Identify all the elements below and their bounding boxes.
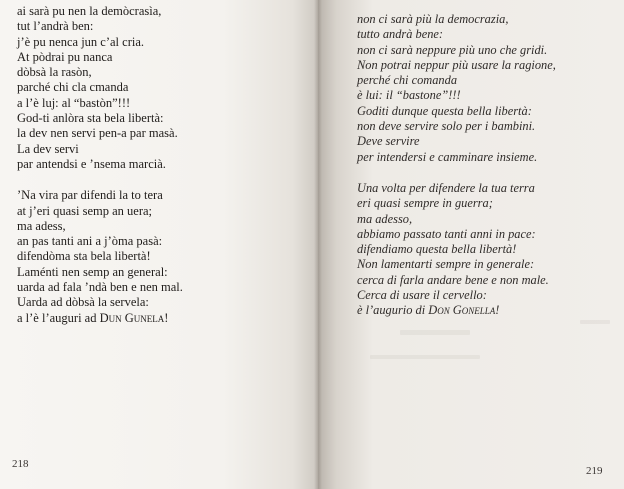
verse-line: parché chi cla cmanda (17, 80, 129, 95)
book-gutter (314, 0, 322, 489)
verse-line: at j’eri quasi semp an uera; (17, 203, 153, 218)
verse-line: ai sarà pu nen la demòcrasìa, (17, 4, 162, 18)
verse-line: abbiamo passato tanti anni in pace: (357, 226, 536, 241)
verse-line: non deve servire solo per i bambini. (357, 119, 536, 134)
closing-prefix: a l’è l’auguri ad (17, 310, 100, 325)
stanza-2 (17, 188, 307, 326)
verse-line: difendiamo questa bella libertà! (357, 242, 517, 257)
show-through-mark (400, 330, 470, 335)
verse-line: a l’è luj: al “bastòn”!!! (17, 95, 131, 110)
verse-line: La dev servi (17, 141, 79, 156)
verse-line: la dev nen servi pen-a par masà. (17, 126, 178, 141)
closing-prefix: è l’augurio di (357, 303, 429, 318)
verse-line: non ci sarà più la democrazia, (357, 12, 509, 26)
verse-line: ’Na vira par difendi la to tera (17, 188, 163, 203)
author-name: Dun Gunela! (99, 310, 169, 325)
verse-line: perché chi comanda (357, 73, 458, 88)
stanza-1 (357, 12, 619, 165)
show-through-mark (370, 355, 480, 359)
right-poem-italian (357, 12, 619, 319)
verse-line: non ci sarà neppure più uno che gridi. (357, 42, 548, 57)
verse-line: eri quasi sempre in guerra; (357, 196, 493, 211)
verse-line: Non lamentarti sempre in generale: (357, 257, 535, 272)
verse-line: Non potrai neppur più usare la ragione, (357, 57, 556, 72)
author-name: Don Gonella! (428, 303, 500, 318)
verse-line: Goditi dunque questa bella libertà: (357, 103, 532, 118)
verse-line: ma adesso, (357, 211, 413, 226)
verse-line: God-ti anlòra sta bela libertà: (17, 111, 164, 126)
closing-line (357, 303, 619, 318)
closing-line (17, 311, 307, 326)
left-poem-dialect (17, 4, 307, 326)
verse-line: an pas tanti ani a j’òma pasà: (17, 234, 163, 249)
verse-line: Cerca di usare il cervello: (357, 288, 487, 303)
verse-line: At pòdrai pu nanca (17, 49, 113, 64)
stanza-1 (17, 4, 307, 172)
show-through-mark (580, 320, 610, 324)
verse-line: Uarda ad dòbsà la servela: (17, 295, 149, 310)
stanza-2 (357, 181, 619, 319)
verse-line: par antendsi e ’nsema marcià. (17, 156, 166, 171)
verse-line: difendòma sta bela libertà! (17, 249, 151, 264)
verse-line: tutto andrà bene: (357, 27, 444, 42)
verse-line: cerca di farla andare bene e non male. (357, 272, 549, 287)
page-number-left: 218 (12, 458, 29, 470)
verse-line: Deve servire (357, 134, 420, 149)
verse-line: Laménti nen semp an general: (17, 264, 168, 279)
verse-line: ma adess, (17, 218, 66, 233)
verse-line: uarda ad fala ’ndà ben e nen mal. (17, 280, 183, 295)
verse-line: Una volta per difendere la tua terra (357, 180, 535, 195)
verse-line: j’è pu nenca jun c’al cria. (17, 34, 145, 49)
verse-line: dòbsà la rasòn, (17, 65, 92, 80)
verse-line: per intendersi e camminare insieme. (357, 149, 538, 164)
verse-line: è lui: il “bastone”!!! (357, 88, 461, 103)
page-number-right: 219 (586, 465, 603, 477)
verse-line: tut l’andrà ben: (17, 19, 94, 34)
